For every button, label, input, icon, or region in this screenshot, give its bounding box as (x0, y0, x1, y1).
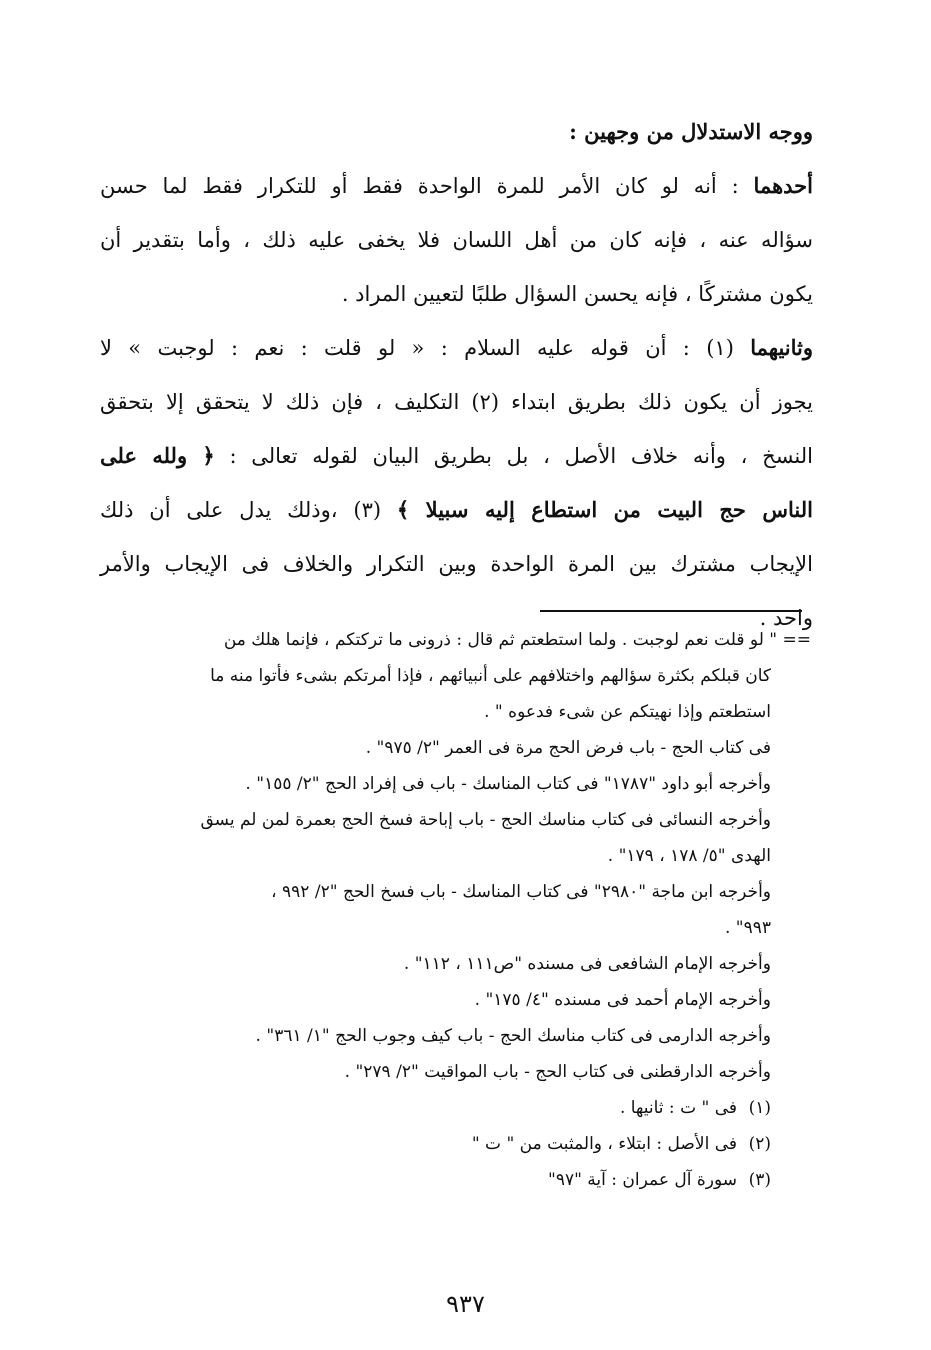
paragraph-2-line-3: النسخ ، وأنه خلاف الأصل ، بل بطريق البيان لقوله تعالى : ﴿ ولله على (100, 443, 814, 468)
paragraph-1-line-1: أحدهما : أنه لو كان الأمر للمرة الواحدة فقط أو للتكرار فقط لما حسن (100, 173, 813, 198)
footnote-continuation-line-2: كان قبلكم بكثرة سؤالهم واختلافهم على أنبيائهم ، فإذا أمرتكم بشىء فأتوا منه ما (210, 666, 771, 686)
footnote-reference-1: فى كتاب الحج - باب فرض الحج مرة فى العمر "٢/ ٩٧٥" . (365, 738, 771, 758)
paragraph-2-line-2: يجوز أن يكون ذلك بطريق ابتداء (٢) التكليف ، فإن ذلك لا يتحقق إلا بتحقق (100, 390, 813, 414)
footnote-reference-3a: وأخرجه النسائى فى كتاب مناسك الحج - باب إباحة فسخ الحج بعمرة لمن لم يسق (200, 810, 771, 830)
main-text (100, 105, 813, 645)
footnote-item-1: (١)فى " ت : ثانيها . (619, 1098, 771, 1118)
footnote-separator (540, 610, 802, 612)
footnote-reference-8: وأخرجه الدارقطنى فى كتاب الحج - باب المواقيت "٢/ ٢٧٩" . (344, 1062, 771, 1082)
footnote-reference-4a: وأخرجه ابن ماجة "٢٩٨٠" فى كتاب المناسك - باب فسخ الحج "٢/ ٩٩٢ ، (271, 882, 771, 902)
paragraph-2-line-5: الإيجاب مشترك بين المرة الواحدة وبين التكرار والخلاف فى الإيجاب والأمر (100, 552, 813, 576)
footnote-continuation-line-3: استطعتم وإذا نهيتكم عن شىء فدعوه " . (484, 702, 771, 722)
continuation-marker: == (782, 630, 811, 650)
footnote-item-3: (٣)سورة آل عمران : آية "٩٧" (547, 1170, 771, 1190)
paragraph-1-line-2: سؤاله عنه ، فإنه كان من أهل اللسان فلا يخفى عليه ذلك ، وأما بتقدير أن (100, 228, 813, 252)
paragraph-1-lead: أحدهما (753, 173, 813, 198)
quran-verse-start: ﴿ ولله على (100, 443, 215, 468)
paragraph-2-line-4: الناس حج البيت من استطاع إليه سبيلا ﴾ (٣) ،وذلك يدل على أن ذلك (100, 497, 813, 522)
footnote-reference-3b: الهدى "٥/ ١٧٨ ، ١٧٩" . (607, 846, 771, 866)
paragraph-2-line-6: واحد . (759, 606, 813, 630)
footnote-item-2: (٢)فى الأصل : ابتلاء ، والمثبت من " ت " (471, 1134, 771, 1154)
footnote-continuation-line-1: == " لو قلت نعم لوجبت . ولما استطعتم ثم قال : ذرونى ما تركتكم ، فإنما هلك من (223, 630, 811, 650)
footnotes (95, 622, 811, 1198)
footnote-reference-2: وأخرجه أبو داود "١٧٨٧" فى كتاب المناسك - باب فى إفراد الحج "٢/ ١٥٥" . (245, 774, 771, 794)
footnote-reference-5: وأخرجه الإمام الشافعى فى مسنده "ص١١١ ، ١١٢" . (403, 954, 771, 974)
quran-verse-end: الناس حج البيت من استطاع إليه سبيلا ﴾ (396, 497, 813, 522)
paragraph-2-lead: وثانيهما (750, 335, 814, 360)
footnote-reference-7: وأخرجه الدارمى فى كتاب مناسك الحج - باب كيف وجوب الحج "١/ ٣٦١" . (255, 1026, 771, 1046)
paragraph-2-line-1: وثانيهما (١) : أن قوله عليه السلام : « لو قلت : نعم : لوجبت » لا (100, 335, 814, 360)
page-number: ٩٣٧ (446, 1290, 485, 1318)
paragraph-1-line-3: يكون مشتركًا ، فإنه يحسن السؤال طلبًا لتعيين المراد . (341, 282, 813, 306)
footnote-reference-4b: ٩٩٣" . (724, 918, 771, 938)
section-heading: ووجه الاستدلال من وجهين : (569, 119, 813, 144)
footnote-reference-6: وأخرجه الإمام أحمد فى مسنده "٤/ ١٧٥" . (474, 990, 771, 1010)
